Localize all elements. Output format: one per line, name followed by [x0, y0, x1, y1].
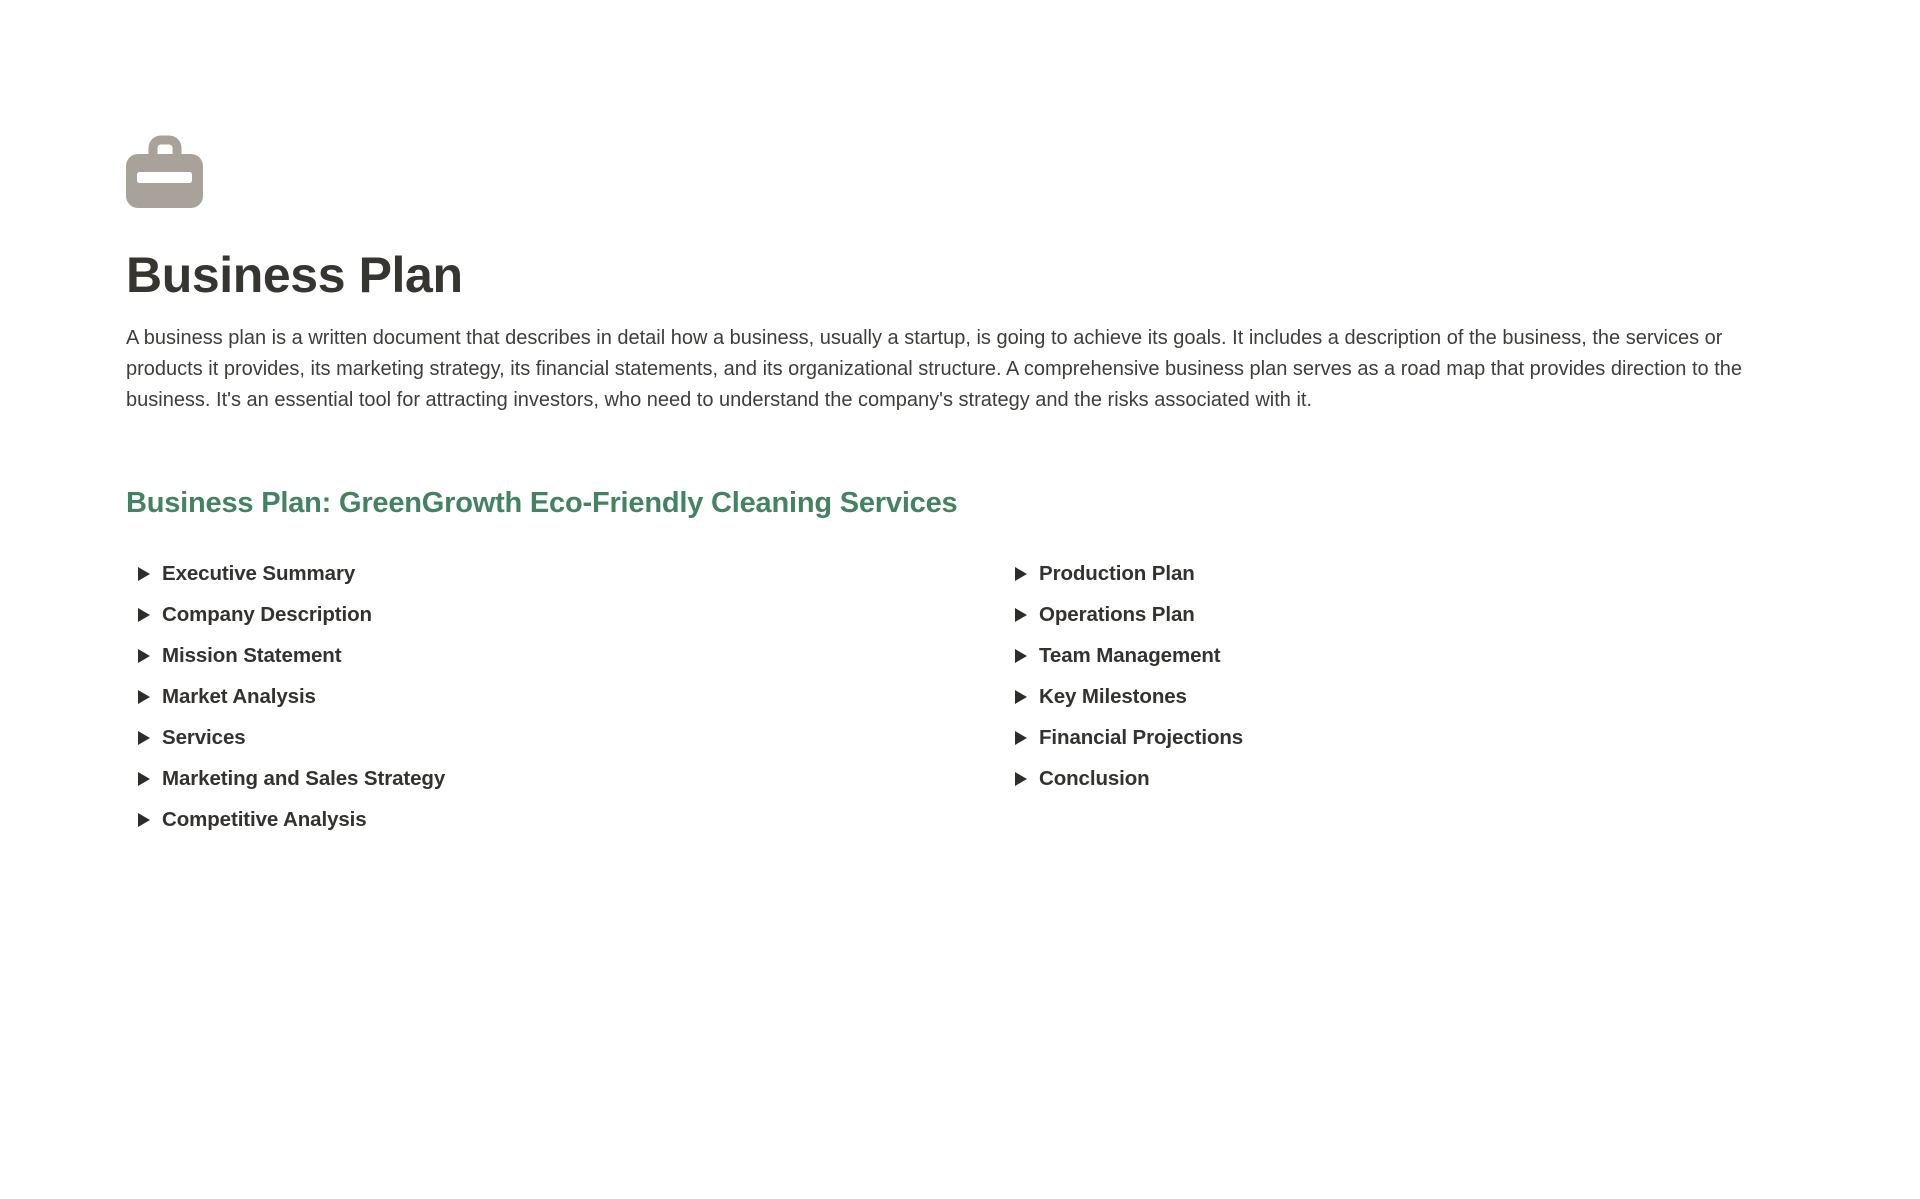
- briefcase-icon[interactable]: [126, 135, 203, 208]
- toggle-item[interactable]: [1003, 676, 1775, 717]
- toggle-item[interactable]: [1003, 553, 1775, 594]
- toggle-item-label: Marketing and Sales Strategy: [162, 766, 446, 790]
- toggle-item-label: Team Management: [1039, 643, 1221, 667]
- toggle-triangle-icon[interactable]: [1003, 644, 1039, 668]
- toggle-triangle-icon[interactable]: [1003, 603, 1039, 627]
- toggle-triangle-icon[interactable]: [126, 644, 162, 668]
- toggle-triangle-icon[interactable]: [126, 767, 162, 791]
- toggle-item[interactable]: [126, 758, 1003, 799]
- toggle-item[interactable]: [126, 553, 1003, 594]
- toggle-item-label: Services: [162, 725, 246, 749]
- toggle-triangle-icon[interactable]: [126, 562, 162, 586]
- toggle-triangle-icon[interactable]: [1003, 726, 1039, 750]
- toggle-item[interactable]: [1003, 635, 1775, 676]
- toggle-triangle-icon[interactable]: [126, 603, 162, 627]
- page-title: Business Plan: [126, 247, 463, 303]
- toggle-triangle-icon[interactable]: [1003, 562, 1039, 586]
- toggle-item-label: Mission Statement: [162, 643, 342, 667]
- toggle-triangle-icon[interactable]: [126, 685, 162, 709]
- toggle-grid: [126, 553, 1775, 840]
- toggle-item[interactable]: [126, 799, 1003, 840]
- toggle-triangle-icon[interactable]: [1003, 767, 1039, 791]
- toggle-item[interactable]: [1003, 758, 1775, 799]
- toggle-item-label: Market Analysis: [162, 684, 316, 708]
- toggle-item-label: Competitive Analysis: [162, 807, 367, 831]
- toggle-item[interactable]: [126, 676, 1003, 717]
- toggle-triangle-icon[interactable]: [126, 726, 162, 750]
- toggle-triangle-icon[interactable]: [1003, 685, 1039, 709]
- toggle-item[interactable]: [126, 635, 1003, 676]
- page-description: A business plan is a written document that describes in detail how a business, usually a startup, is going to achieve its goals. It includes a description of the business, the services or products it provides, its marketing strategy, its financial statements, and its organizational structure. A comprehensive business plan serves as a road map that provides direction to the business. It's an essential tool for attracting investors, who need to understand the company's strategy and the risks associated with it.: [126, 327, 1743, 411]
- toggle-item-label: Conclusion: [1039, 766, 1150, 790]
- toggle-item-label: Production Plan: [1039, 561, 1195, 585]
- toggle-item-label: Executive Summary: [162, 561, 356, 585]
- toggle-column-left: [126, 553, 1003, 840]
- toggle-item[interactable]: [126, 717, 1003, 758]
- toggle-item-label: Financial Projections: [1039, 725, 1244, 749]
- toggle-column-right: [1003, 553, 1775, 799]
- toggle-triangle-icon[interactable]: [126, 808, 162, 832]
- toggle-item-label: Key Milestones: [1039, 684, 1187, 708]
- toggle-item[interactable]: [1003, 717, 1775, 758]
- section-heading: Business Plan: GreenGrowth Eco-Friendly Cleaning Services: [126, 487, 958, 519]
- toggle-item[interactable]: [1003, 594, 1775, 635]
- toggle-item-label: Company Description: [162, 602, 372, 626]
- toggle-item-label: Operations Plan: [1039, 602, 1195, 626]
- toggle-item[interactable]: [126, 594, 1003, 635]
